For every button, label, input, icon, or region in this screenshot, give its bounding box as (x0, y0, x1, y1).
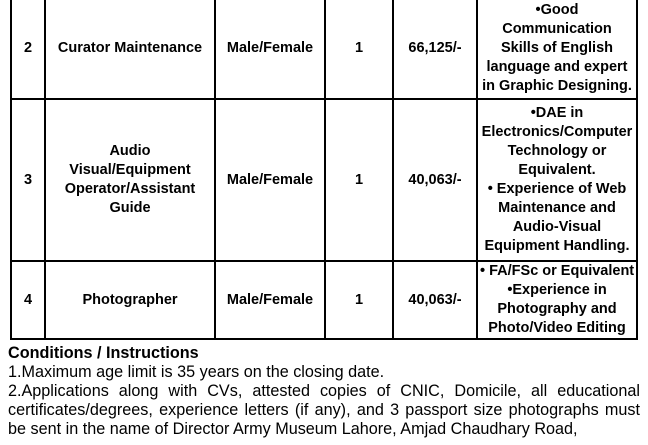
jobs-table (10, 0, 638, 340)
qualification-line: language and expert (486, 58, 628, 75)
post-line: Guide (109, 200, 151, 216)
qualification-line: Electronics/Computer (481, 124, 633, 140)
qualification-line: Technology or (507, 143, 607, 159)
post-line: Operator/Assistant (64, 181, 196, 197)
post-line: Visual/Equipment (69, 162, 191, 178)
vacancy-count-cell: 1 (325, 261, 393, 339)
qualification-line: Equivalent. (518, 162, 596, 178)
condition-item: 1.Maximum age limit is 35 years on the closing date. (8, 363, 385, 381)
post-cell (45, 261, 215, 339)
qualification-line: •Experience in (507, 282, 607, 298)
serial-cell: 3 (11, 99, 45, 261)
salary-cell: 66,125/- (393, 0, 477, 99)
vacancy-count-cell: 1 (325, 99, 393, 261)
condition-item: 2.Applications along with CVs, attested copies of CNIC, Domicile, all educational certificates/degrees, experience letters (if any), and 3 passport size photographs must be sent in the name of Director Army Museum Lahore, Amjad Chaudhary Road, (8, 382, 640, 438)
qualification-line: •Good (535, 1, 579, 18)
serial-cell: 2 (11, 0, 45, 99)
post-line: Photographer (82, 291, 178, 308)
table-row (11, 0, 637, 99)
qualification-cell (477, 0, 637, 99)
qualification-line: in Graphic Designing. (482, 77, 632, 94)
qualification-line: •DAE in (530, 105, 584, 121)
qualification-line: • Experience of Web (487, 181, 627, 197)
qualification-line: Equipment Handling. (484, 238, 630, 254)
salary-cell: 40,063/- (393, 261, 477, 339)
post-cell (45, 0, 215, 99)
qualification-line: Maintenance and (498, 200, 616, 216)
qualification-cell (477, 99, 637, 261)
gender-cell: Male/Female (215, 261, 325, 339)
qualification-line: Photography and (497, 301, 617, 317)
post-line: Audio (109, 143, 151, 159)
vacancy-count-cell: 1 (325, 0, 393, 99)
qualification-line: Skills of English (501, 39, 613, 56)
gender-cell: Male/Female (215, 0, 325, 99)
table-row (11, 261, 637, 339)
qualification-line: Photo/Video Editing (488, 320, 626, 336)
qualification-line: Audio-Visual (512, 219, 602, 235)
table-row (11, 99, 637, 261)
conditions-section (8, 344, 640, 439)
conditions-title: Conditions / Instructions (8, 344, 199, 362)
serial-cell: 4 (11, 261, 45, 339)
salary-cell: 40,063/- (393, 99, 477, 261)
post-line: Curator Maintenance (57, 39, 203, 56)
post-cell (45, 99, 215, 261)
qualification-line: • FA/FSc or Equivalent (480, 263, 635, 279)
qualification-line: Communication (502, 20, 612, 37)
gender-cell: Male/Female (215, 99, 325, 261)
qualification-cell (477, 261, 637, 339)
